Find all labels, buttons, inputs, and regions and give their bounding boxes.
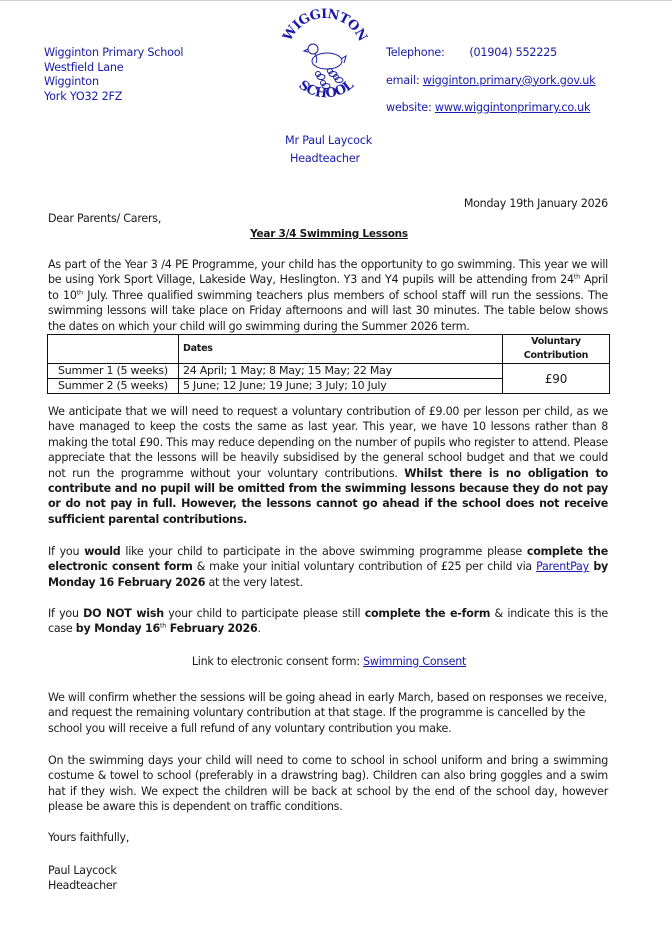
- confirmation-paragraph: We will confirm whether the sessions will be going ahead in early March, based on responses we receive, and request the remaining voluntary contribution at that stage. If the programme is cancelled by the school you will receive a full refund of any voluntary contribution you make.: [48, 691, 607, 735]
- dates-cell: 24 April; 1 May; 8 May; 15 May; 22 May: [179, 364, 503, 379]
- email-link[interactable]: wigginton.primary@york.gov.uk: [422, 73, 596, 87]
- table-header-cell: [48, 335, 179, 364]
- contact-block: [386, 46, 595, 116]
- email-row: [386, 74, 595, 89]
- telephone-label: Telephone:: [386, 46, 445, 59]
- signoff: Yours faithfully,: [48, 831, 130, 844]
- consent-link-label: Link to electronic consent form:: [191, 655, 364, 668]
- opt-out-paragraph: If you DO NOT wish your child to participate please still complete the e-form & indicate this is the case by Monday 16th February 2026.: [48, 607, 608, 636]
- address-line: York YO32 2FZ: [44, 89, 123, 103]
- intro-paragraph: As part of the Year 3 /4 PE Programme, your child has the opportunity to go swimming. This year we will be using York Sport Village, Lakeside Way, Heslington. Y3 and Y4 pupils will be attending from 24th April to 10th July. Three qualified swimming teachers plus members of school staff will run the sessions. The swimming lessons will take place on Friday afternoons and will last 30 minutes. The table below shows the dates on which your child will go swimming during the Summer 2026 term.: [48, 258, 608, 333]
- duck-with-ducklings-icon: [304, 44, 346, 89]
- consent-paragraph: If you would like your child to participate in the above swimming programme please complete the electronic consent form & make your initial voluntary contribution of £25 per child via ParentPay by Monday 16 February 2026 at the very latest.: [48, 545, 608, 589]
- table-header-cell: Dates: [179, 335, 503, 364]
- letter-date: Monday 19th January 2026: [463, 197, 608, 210]
- swimming-day-paragraph: On the swimming days your child will need to come to school in school uniform and bring a swimming costume & towel to school (preferably in a drawstring bag). Children can also bring goggles and a swim hat if they wish. We expect the children will be back at school by the end of the school day, however please be aware this is dependent on traffic conditions.: [48, 754, 608, 814]
- address-line: Wigginton: [44, 75, 99, 88]
- logo-bottom-text: SCHOOL: [295, 77, 357, 102]
- dates-cell: 5 June; 12 June; 19 June; 3 July; 10 July: [179, 379, 503, 394]
- signature-name: Paul Laycock: [48, 864, 117, 877]
- signature-title: Headteacher: [48, 879, 117, 892]
- svg-text:WIGGINTON: [280, 7, 370, 45]
- website-label: website:: [386, 101, 432, 114]
- table-header-row: [48, 335, 610, 364]
- contribution-paragraph: We anticipate that we will need to request a voluntary contribution of £9.00 per lesson per child, as we have managed to keep the costs the same as last year. This year, we have 10 lessons rather than 8 making the total £90. This may reduce depending on the number of pupils who register to attend. Please appreciate that the lessons will be heavily subsidised by the general school budget and that we could not run the programme without your voluntary contributions. Whilst there is no obligation to contribute and no pupil will be omitted from the swimming lessons because they do not pay or do not pay in full. However, the lessons cannot go ahead if the school does not receive sufficient parental contributions.: [48, 405, 609, 526]
- term-cell: Summer 2 (5 weeks): [48, 379, 179, 394]
- table-header-cell: Voluntary Contribution: [503, 335, 610, 364]
- website-link[interactable]: www.wiggintonprimary.co.uk: [434, 101, 591, 114]
- telephone-row: [386, 46, 595, 61]
- term-cell: Summer 1 (5 weeks): [48, 364, 179, 379]
- address-line: Westfield Lane: [44, 60, 124, 74]
- address-line: Wigginton Primary School: [44, 46, 184, 59]
- contribution-cell: £90: [503, 364, 610, 394]
- consent-link-line: [0, 654, 658, 669]
- salutation: Dear Parents/ Carers,: [48, 212, 162, 225]
- head-title: Headteacher: [290, 152, 360, 165]
- parentpay-link[interactable]: ParentPay: [536, 560, 589, 574]
- school-address: [44, 46, 183, 104]
- website-row: [386, 101, 595, 116]
- swimming-schedule-table: [47, 334, 610, 394]
- swimming-consent-link[interactable]: Swimming Consent: [363, 655, 467, 668]
- table-row: [48, 364, 610, 379]
- head-name: Mr Paul Laycock: [285, 134, 372, 147]
- letter-title: Year 3/4 Swimming Lessons: [250, 228, 408, 240]
- email-label: email:: [386, 73, 420, 87]
- school-logo: [278, 7, 372, 107]
- logo-top-text: WIGGINTON: [280, 7, 370, 44]
- telephone-number: (01904) 552225: [469, 46, 558, 59]
- svg-text:SCHOOL: [296, 78, 357, 102]
